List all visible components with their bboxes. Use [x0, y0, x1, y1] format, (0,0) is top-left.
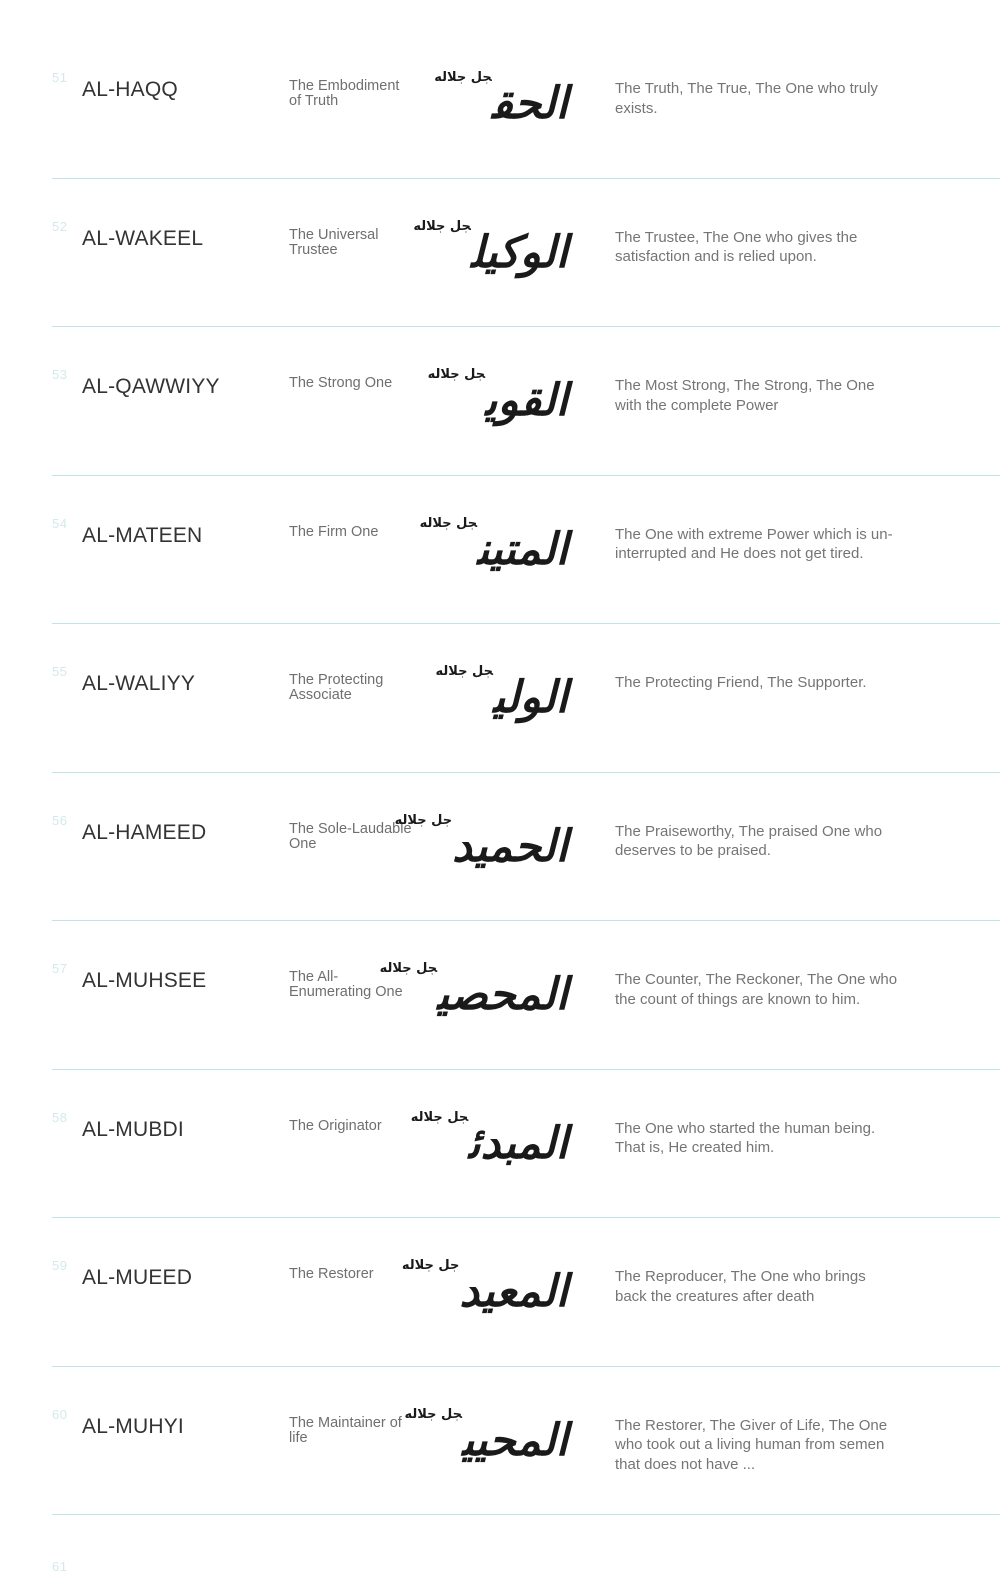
honorific-mark: جل جلاله — [401, 1258, 460, 1273]
name-transliteration: AL-QAWWIYY — [82, 375, 220, 398]
honorific-mark: جل جلاله — [427, 367, 486, 382]
name-number: 56 — [52, 812, 68, 828]
name-meaning: The Originator — [289, 1117, 382, 1134]
arabic-calligraphy — [404, 1401, 568, 1481]
honorific-mark: جل جلاله — [435, 664, 493, 679]
honorific-mark: جل جلاله — [410, 1109, 469, 1125]
arabic-calligraphy — [379, 955, 568, 1035]
name-description: The Counter, The Reckoner, The One who the count of things are known to him. — [615, 971, 898, 1008]
name-description: The Most Strong, The Strong, The One with the complete Power — [615, 377, 875, 414]
name-meaning: The Embodiment of Truth — [289, 78, 400, 109]
name-number: 60 — [52, 1406, 68, 1422]
name-row — [52, 476, 1000, 625]
name-description: The Reproducer, The One who brings back the creatures after death — [615, 1268, 866, 1305]
name-transliteration: AL-MATEEN — [82, 523, 203, 547]
arabic-calligraphy — [427, 361, 568, 441]
name-row — [52, 1218, 1000, 1367]
name-meaning: The All-Enumerating One — [289, 969, 403, 1000]
name-description: The One who started the human being. That is, He created him. — [615, 1119, 876, 1156]
name-meaning: The Restorer — [289, 1266, 374, 1282]
name-meaning: The Universal Trustee — [289, 226, 379, 258]
arabic-calligraphy — [419, 510, 568, 590]
name-meaning: The Strong One — [289, 375, 393, 391]
name-transliteration: AL-MUEED — [82, 1266, 193, 1289]
arabic-name: المحصي — [437, 969, 568, 1020]
arabic-name: الولي — [492, 672, 568, 723]
name-number: 54 — [52, 515, 68, 531]
arabic-name: المبدئ — [468, 1117, 568, 1169]
name-number: 52 — [52, 218, 68, 234]
name-row — [52, 179, 1000, 328]
name-meaning: The Sole-Laudable One — [289, 820, 412, 852]
arabic-calligraphy — [413, 213, 568, 293]
name-row-partial — [52, 1515, 1000, 1574]
arabic-name: الحق — [491, 78, 568, 129]
name-transliteration: AL-MUHYI — [82, 1414, 184, 1438]
name-transliteration: AL-MUBDI — [82, 1117, 184, 1141]
name-row — [52, 1070, 1000, 1219]
arabic-name: الحميد — [452, 820, 568, 872]
honorific-mark: جل جلاله — [434, 70, 492, 85]
name-row — [52, 30, 1000, 179]
name-description: The Trustee, The One who gives the satisfaction and is relied upon. — [615, 228, 858, 265]
name-number: 61 — [52, 1559, 68, 1574]
name-row — [52, 1367, 1000, 1516]
honorific-mark: جل جلاله — [413, 218, 471, 234]
honorific-mark: جل جلاله — [394, 812, 453, 828]
names-list — [0, 30, 1000, 1574]
name-row — [52, 624, 1000, 773]
name-description: The Protecting Friend, The Supporter. — [615, 674, 867, 691]
arabic-name: الوكيل — [470, 226, 568, 278]
arabic-calligraphy — [432, 658, 568, 738]
honorific-mark: جل جلاله — [404, 1406, 462, 1422]
name-transliteration: AL-MUHSEE — [82, 969, 207, 992]
name-transliteration: AL-WALIYY — [82, 672, 196, 695]
arabic-calligraphy — [410, 1104, 568, 1184]
arabic-name: المتين — [477, 523, 568, 575]
name-transliteration: AL-WAKEEL — [82, 226, 204, 250]
name-transliteration: AL-HAQQ — [82, 78, 178, 101]
name-number: 58 — [52, 1109, 68, 1125]
arabic-name: المعيد — [459, 1266, 568, 1317]
honorific-mark: جل جلاله — [379, 961, 438, 976]
honorific-mark: جل جلاله — [419, 515, 478, 531]
name-description: The Praiseworthy, The praised One who deserves to be praised. — [615, 822, 883, 859]
arabic-calligraphy — [432, 64, 568, 144]
arabic-calligraphy — [401, 1252, 568, 1332]
name-transliteration: AL-HAMEED — [82, 820, 207, 844]
arabic-calligraphy — [394, 807, 568, 887]
name-description: The Truth, The True, The One who truly exists. — [615, 80, 878, 117]
name-row — [52, 921, 1000, 1070]
name-number: 57 — [52, 961, 68, 976]
name-description: The Restorer, The Giver of Life, The One who took out a living human from semen that does not have ... — [615, 1416, 888, 1473]
name-number: 53 — [52, 367, 68, 382]
arabic-name: المحيي — [461, 1414, 568, 1466]
name-description: The One with extreme Power which is un-interrupted and He does not get tired. — [615, 525, 893, 562]
name-number: 51 — [52, 70, 68, 85]
name-row — [52, 773, 1000, 922]
arabic-name: القوي — [485, 375, 568, 426]
name-meaning: The Firm One — [289, 523, 379, 540]
name-meaning: The Maintainer of life — [289, 1414, 402, 1446]
name-number: 55 — [52, 664, 68, 679]
name-number: 59 — [52, 1258, 68, 1273]
name-meaning: The Protecting Associate — [289, 672, 384, 703]
name-row — [52, 327, 1000, 476]
